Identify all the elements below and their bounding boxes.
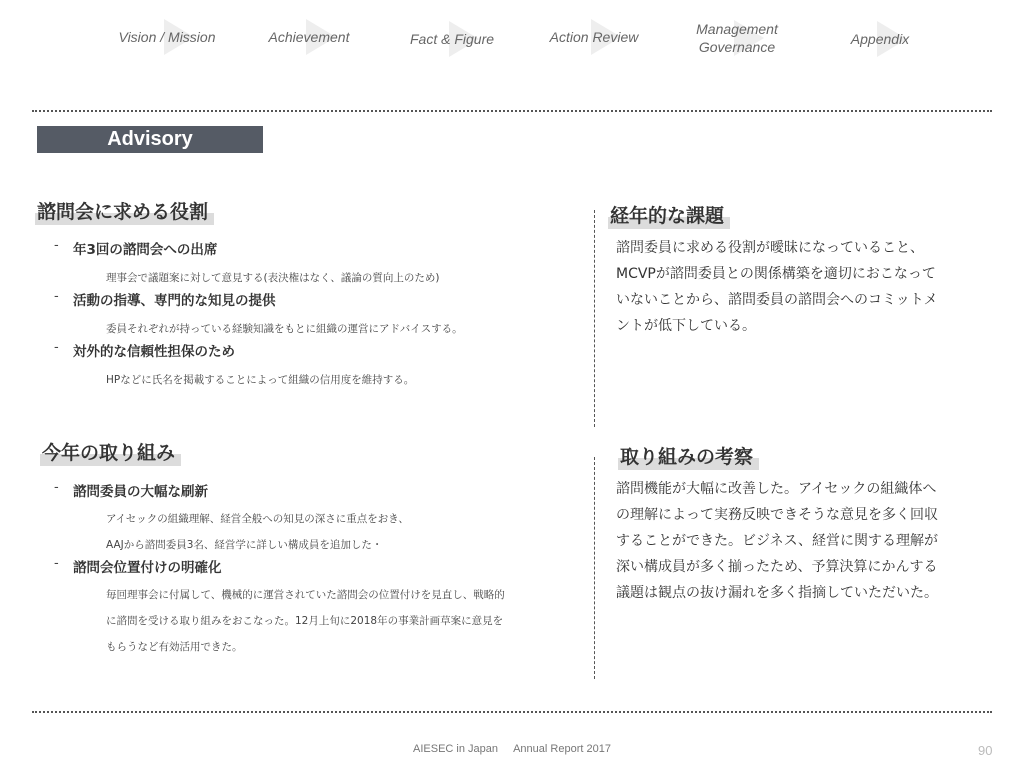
bullet-detail: 毎回理事会に付属して、機械的に運営されていた諮問会の位置付けを見直し、戦略的	[106, 589, 505, 601]
issues-paragraph	[616, 235, 988, 339]
bullet-detail: 理事会で議題案に対して意見する(表決権はなく、議論の質向上のため)	[106, 272, 440, 284]
nav-management-governance[interactable]	[662, 20, 812, 56]
list-item	[54, 238, 574, 260]
nav-label: Management	[696, 21, 778, 37]
paragraph-line: の理解によって実務反映できそうな意見を多く回収	[616, 507, 938, 523]
bullet-dash: -	[54, 289, 59, 304]
footer	[0, 743, 1024, 755]
nav-action-review[interactable]	[519, 28, 669, 46]
footer-report: Annual Report 2017	[513, 743, 611, 755]
nav-vision-mission[interactable]	[92, 28, 242, 46]
bullet-dash: -	[54, 238, 59, 253]
bullet-title: 活動の指導、専門的な知見の提供	[73, 293, 276, 309]
bullet-title: 諮問会位置付けの明確化	[73, 560, 222, 576]
review-paragraph	[616, 476, 988, 606]
initiatives-list	[54, 480, 574, 660]
review-heading: 取り組みの考察	[618, 440, 759, 470]
page-number: 90	[978, 743, 993, 758]
paragraph-line: することができた。ビジネス、経営に関する理解が	[616, 533, 938, 549]
nav-appendix[interactable]	[805, 30, 955, 48]
paragraph-line: 深い構成員が多く揃ったため、予算決算にかんする	[616, 559, 938, 575]
column-divider-top	[594, 210, 595, 427]
nav-label: Achievement	[268, 29, 350, 45]
paragraph-line: いないことから、諮問委員の諮問会へのコミットメ	[616, 292, 938, 308]
bullet-title: 年3回の諮問会への出席	[73, 242, 218, 258]
nav-label: Appendix	[850, 31, 910, 47]
paragraph-line: 諮問機能が大幅に改善した。アイセックの組織体へ	[616, 481, 937, 497]
top-navigation	[0, 0, 1024, 90]
paragraph-line: ントが低下している。	[616, 318, 756, 334]
bullet-detail: に諮問を受ける取り組みをおこなった。12月上旬に2018年の事業計画草案に意見を	[106, 615, 504, 627]
list-item	[54, 340, 574, 362]
nav-fact-figure[interactable]	[377, 30, 527, 48]
nav-label: Governance	[698, 39, 776, 55]
list-item	[54, 289, 574, 311]
list-item	[54, 480, 574, 502]
bullet-detail: アイセックの組織理解、経営全般への知見の深さに重点をおき、	[106, 513, 409, 525]
bullet-dash: -	[54, 556, 59, 571]
bullet-detail: もらうなど有効活用できた。	[106, 641, 243, 653]
bottom-divider	[32, 711, 992, 713]
top-divider	[32, 110, 992, 112]
footer-org: AIESEC in Japan	[413, 743, 499, 755]
nav-label: Action Review	[549, 29, 639, 45]
bullet-detail: AAJから諮問委員3名、経営学に詳しい構成員を追加した・	[106, 539, 383, 551]
bullet-detail: HPなどに氏名を掲載することによって組織の信用度を維持する。	[106, 374, 415, 386]
nav-achievement[interactable]	[234, 28, 384, 46]
bullet-detail: 委員それぞれが持っている経験知識をもとに組織の運営にアドバイスする。	[106, 323, 463, 335]
initiatives-heading: 今年の取り組み	[40, 436, 181, 466]
paragraph-line: 諮問委員に求める役割が曖昧になっていること、	[616, 240, 924, 256]
issues-heading: 経年的な課題	[608, 199, 730, 229]
paragraph-line: MCVPが諮問委員との関係構築を適切におこなって	[616, 266, 936, 282]
roles-heading: 諮問会に求める役割	[35, 195, 214, 225]
section-banner: Advisory	[37, 126, 263, 153]
bullet-dash: -	[54, 480, 59, 495]
paragraph-line: 議題は観点の抜け漏れを多く指摘していただいた。	[616, 585, 938, 601]
nav-label: Vision / Mission	[118, 29, 216, 45]
nav-label: Fact & Figure	[409, 31, 495, 47]
roles-list	[54, 238, 574, 393]
bullet-dash: -	[54, 340, 59, 355]
list-item	[54, 556, 574, 578]
column-divider-bottom	[594, 457, 595, 679]
bullet-title: 諮問委員の大幅な刷新	[73, 484, 208, 500]
bullet-title: 対外的な信頼性担保のため	[73, 344, 235, 360]
